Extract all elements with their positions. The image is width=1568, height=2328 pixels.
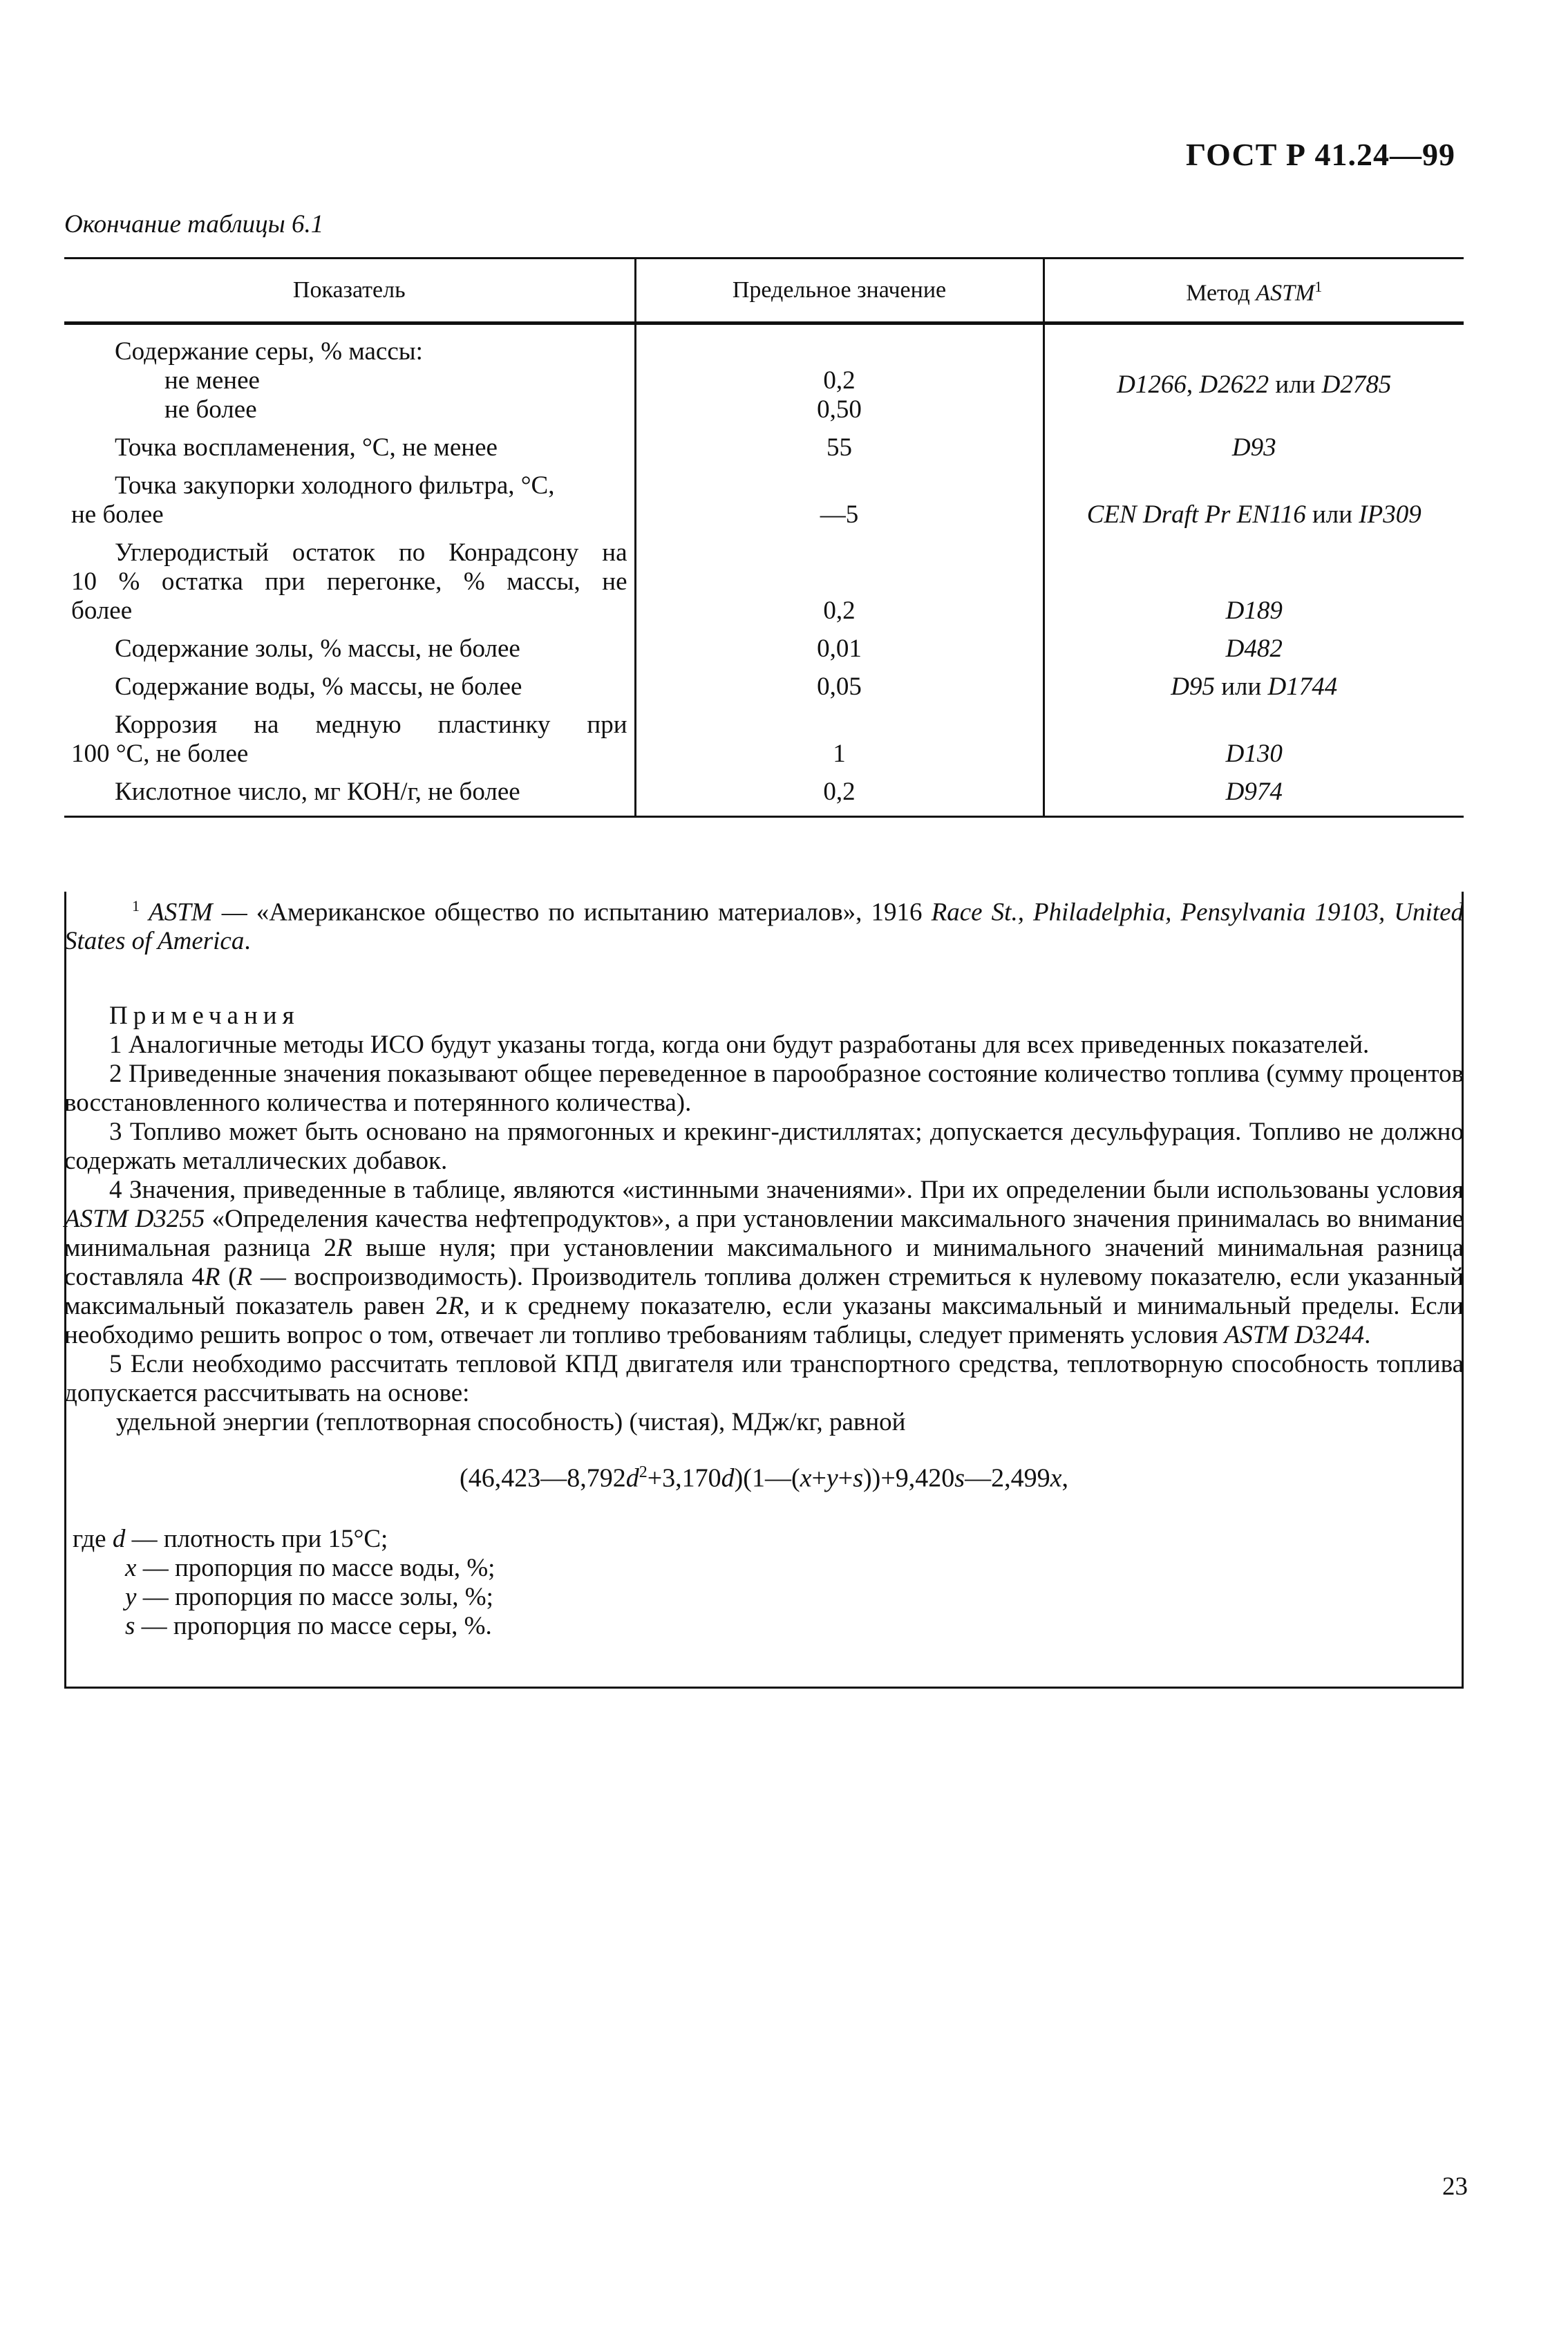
var-symbol: x bbox=[125, 1553, 137, 1582]
formula-part: —2,499 bbox=[965, 1463, 1050, 1493]
formula-var: d bbox=[625, 1463, 639, 1493]
formula-part: (46,423—8,792 bbox=[460, 1463, 626, 1493]
table-footnote bbox=[64, 892, 1464, 956]
formula-part: + bbox=[811, 1463, 826, 1493]
header-param: Показатель bbox=[64, 259, 635, 323]
row-method bbox=[1043, 673, 1464, 711]
row-param bbox=[64, 778, 635, 817]
note-4-astm-ref: ASTM D3244 bbox=[1224, 1321, 1365, 1350]
formula-part: + bbox=[838, 1463, 853, 1493]
page-number: 23 bbox=[1442, 2172, 1468, 2201]
note-4-text: выше нуля; при установлении максимального и минимального значений минимальная разница составляла 4 bbox=[64, 1234, 1464, 1292]
table-row bbox=[64, 433, 1464, 471]
row-param-line: не более bbox=[71, 500, 164, 529]
table-row bbox=[64, 673, 1464, 711]
method-code: CEN Draft Pr EN116 bbox=[1086, 500, 1306, 529]
formula-var: s bbox=[853, 1463, 864, 1493]
row-param bbox=[64, 538, 635, 635]
formula-var: x bbox=[800, 1463, 812, 1493]
note-5: 5 Если необходимо рассчитать тепловой КПД двигателя или транспортного средства, теплотворную способность топлива допускается рассчитывать на основе: bbox=[64, 1350, 1464, 1408]
note-4-var: R bbox=[337, 1234, 352, 1263]
note-4-var: R bbox=[236, 1263, 253, 1292]
header-method-astm: ASTM bbox=[1256, 280, 1315, 306]
variable-y bbox=[64, 1583, 1464, 1612]
method-code: D95 bbox=[1171, 673, 1215, 701]
formula-part: , bbox=[1061, 1463, 1068, 1493]
method-sep: или bbox=[1305, 500, 1359, 529]
row-param-line: более bbox=[71, 597, 133, 625]
table-row bbox=[64, 711, 1464, 778]
formula-part: ))+9,420 bbox=[863, 1463, 955, 1493]
formula-part: )(1—( bbox=[734, 1463, 800, 1493]
row-param bbox=[64, 635, 635, 673]
row-method: D130 bbox=[1043, 711, 1464, 778]
header-method-prefix: Метод bbox=[1186, 280, 1256, 306]
note-4-text: «Определения качества нефтепродуктов», а при установлении максимального значения принималась во внимание минимальная разница 2 bbox=[64, 1205, 1464, 1263]
row-param bbox=[64, 471, 635, 538]
row-param-line: 10 % остатка при перегонке, % массы, не bbox=[71, 567, 627, 596]
note-4-var: R bbox=[204, 1263, 220, 1292]
row-limit: 1 bbox=[635, 711, 1043, 778]
formula-exp: 2 bbox=[639, 1463, 648, 1482]
row-param-line: Содержание золы, % массы, не более bbox=[115, 635, 520, 663]
row-param-line: Точка закупорки холодного фильтра, °С, bbox=[115, 471, 555, 500]
method-code: D2622 bbox=[1199, 370, 1269, 399]
note-4-text: 4 Значения, приведенные в таблице, являются «истинными значениями». При их определении были использованы условия bbox=[109, 1176, 1464, 1205]
row-limit bbox=[635, 323, 1043, 434]
row-method: D482 bbox=[1043, 635, 1464, 673]
method-code: D1744 bbox=[1267, 673, 1338, 701]
row-param-line: не менее bbox=[164, 366, 260, 395]
row-param bbox=[64, 433, 635, 471]
formula-var: y bbox=[826, 1463, 838, 1493]
note-4-text: , и к среднему показателю, если указаны максимальный и минимальный пределы. Если необходимо решить вопрос о том, отвечает ли топливо требованиям таблицы, следует применять условия bbox=[64, 1292, 1464, 1350]
row-method bbox=[1043, 323, 1464, 434]
specification-table bbox=[64, 257, 1464, 818]
table-header-row bbox=[64, 259, 1464, 323]
note-4-var: R bbox=[448, 1292, 464, 1321]
header-method bbox=[1043, 259, 1464, 323]
variable-s bbox=[64, 1612, 1464, 1641]
row-limit: 55 bbox=[635, 433, 1043, 471]
var-symbol: s bbox=[125, 1611, 135, 1640]
where-line bbox=[64, 1525, 1464, 1554]
notes-title: Примечания bbox=[109, 1002, 300, 1031]
method-code: IP309 bbox=[1359, 500, 1421, 529]
where-var: d bbox=[112, 1524, 126, 1553]
table-row bbox=[64, 323, 1464, 434]
footnote-astm: ASTM bbox=[149, 898, 213, 927]
method-code: D2785 bbox=[1321, 370, 1392, 399]
variable-x bbox=[64, 1554, 1464, 1583]
header-method-footnote-mark: 1 bbox=[1314, 278, 1323, 296]
row-param bbox=[64, 323, 635, 434]
row-param bbox=[64, 711, 635, 778]
method-sep: или bbox=[1214, 673, 1268, 701]
row-method bbox=[1043, 471, 1464, 538]
energy-line: удельной энергии (теплотворная способность) (чистая), МДж/кг, равной bbox=[116, 1408, 906, 1437]
table-row bbox=[64, 471, 1464, 538]
row-limit: 0,01 bbox=[635, 635, 1043, 673]
row-method: D189 bbox=[1043, 538, 1464, 635]
row-param-line: Коррозия на медную пластинку при bbox=[115, 711, 627, 739]
note-3: 3 Топливо может быть основано на прямогонных и крекинг-дистиллятах; допускается десульфурация. Топливо не должно содержать металлических добавок. bbox=[64, 1118, 1464, 1176]
row-param-line: не более bbox=[164, 395, 257, 424]
where-prefix: где bbox=[73, 1524, 113, 1553]
table-row bbox=[64, 778, 1464, 817]
note-4-text: — воспроизводимость). Производитель топлива должен стремиться к нулевому показателю, если указанный максимальный показатель равен 2 bbox=[64, 1263, 1464, 1321]
row-param-line: 100 °С, не более bbox=[71, 740, 249, 768]
row-param bbox=[64, 673, 635, 711]
method-sep: , bbox=[1186, 370, 1200, 399]
row-param-line: Точка воспламенения, °С, не менее bbox=[115, 433, 498, 462]
row-param-line: Углеродистый остаток по Конрадсону на bbox=[115, 538, 627, 567]
where-text: — плотность при 15°С; bbox=[125, 1524, 388, 1553]
formula-var: x bbox=[1050, 1463, 1062, 1493]
note-4-text: ( bbox=[220, 1263, 237, 1292]
row-param-line: Содержание серы, % массы: bbox=[115, 337, 423, 366]
note-2: 2 Приведенные значения показывают общее переведенное в парообразное состояние количество топлива (сумму процентов восстановленного количества и потерянного количества). bbox=[64, 1060, 1464, 1118]
method-code: D1266 bbox=[1117, 370, 1187, 399]
table-caption: Окончание таблицы 6.1 bbox=[64, 210, 324, 238]
row-limit-line: 0,2 bbox=[823, 366, 856, 395]
row-method: D93 bbox=[1043, 433, 1464, 471]
note-4 bbox=[64, 1176, 1464, 1350]
notes-section bbox=[64, 892, 1464, 1641]
note-4-astm-ref: ASTM D3255 bbox=[64, 1205, 205, 1234]
note-1: 1 Аналогичные методы ИСО будут указаны тогда, когда они будут разработаны для всех приведенных показателей. bbox=[109, 1031, 1370, 1060]
row-limit: 0,2 bbox=[635, 778, 1043, 817]
formula-var: d bbox=[721, 1463, 735, 1493]
document-code: ГОСТ Р 41.24—99 bbox=[1186, 137, 1455, 172]
header-limit: Предельное значение bbox=[635, 259, 1043, 323]
footnote-end: . bbox=[244, 927, 251, 956]
var-text: — пропорция по массе воды, %; bbox=[136, 1553, 495, 1582]
row-param-line: Содержание воды, % массы, не более bbox=[115, 673, 522, 701]
row-method: D974 bbox=[1043, 778, 1464, 817]
table-row bbox=[64, 635, 1464, 673]
row-limit: 0,2 bbox=[635, 538, 1043, 635]
row-param-line: Кислотное число, мг КОН/г, не более bbox=[115, 778, 520, 806]
method-sep: или bbox=[1269, 370, 1322, 399]
var-text: — пропорция по массе серы, %. bbox=[135, 1611, 492, 1640]
row-limit-line: 0,50 bbox=[817, 395, 862, 424]
formula-var: s bbox=[954, 1463, 965, 1493]
row-limit: —5 bbox=[635, 471, 1043, 538]
var-text: — пропорция по массе золы, %; bbox=[136, 1582, 493, 1611]
formula-part: +3,170 bbox=[647, 1463, 721, 1493]
var-symbol: y bbox=[125, 1582, 137, 1611]
formula bbox=[64, 1458, 1464, 1493]
note-4-text: . bbox=[1364, 1321, 1371, 1350]
table-row bbox=[64, 538, 1464, 635]
footnote-mark: 1 bbox=[132, 897, 140, 914]
footnote-text: — «Американское общество по испытанию материалов», 1916 bbox=[212, 898, 932, 927]
row-limit: 0,05 bbox=[635, 673, 1043, 711]
footnote-address: Race St., Philadelphia, Pensylvania 19103, United States of America bbox=[64, 898, 1464, 956]
